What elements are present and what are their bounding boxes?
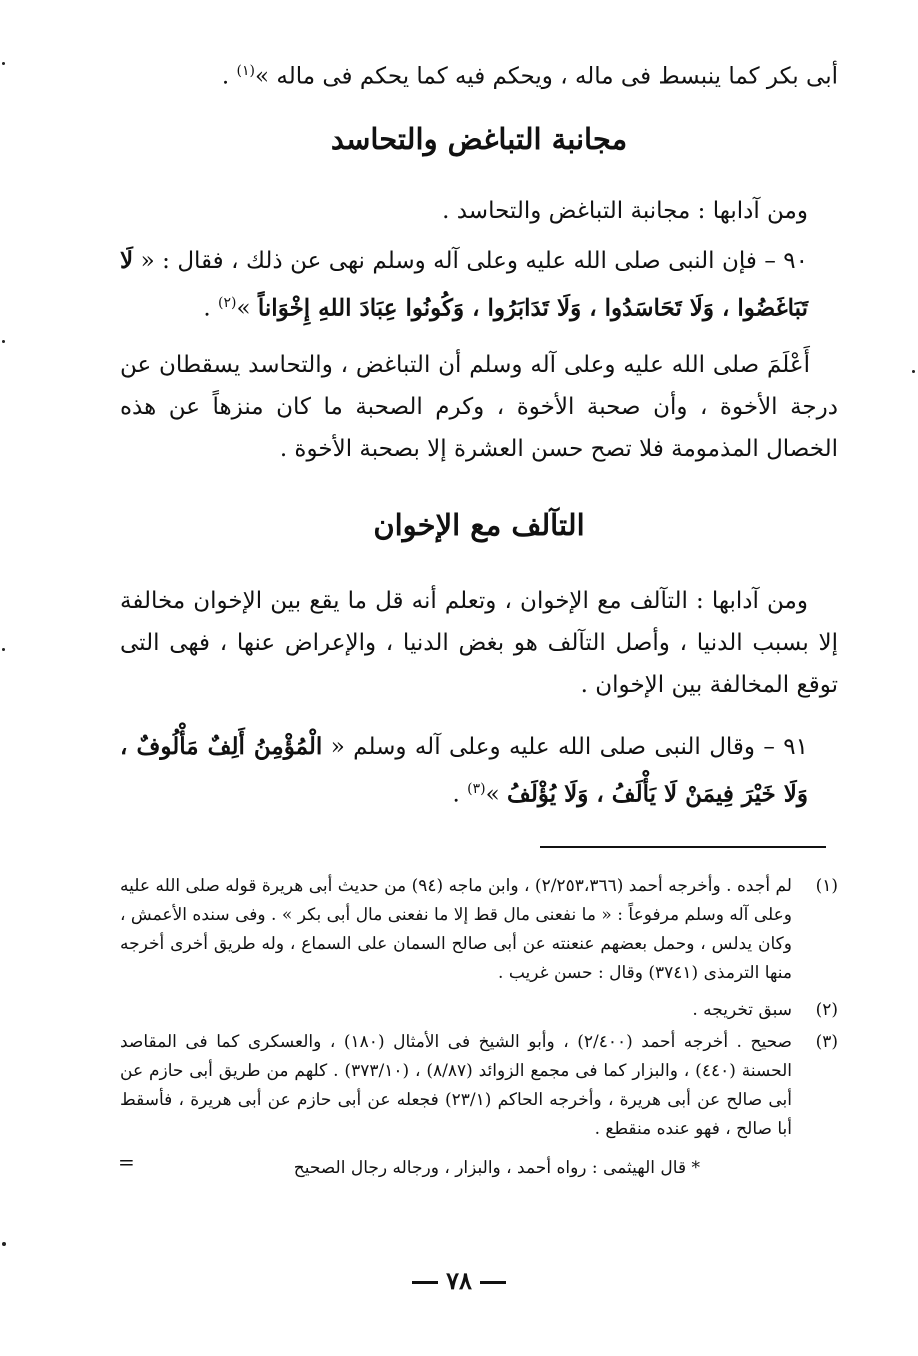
footnote-ref-3: (٣) xyxy=(467,781,486,797)
footnote-2 xyxy=(120,996,838,1025)
footnote-3 xyxy=(120,1028,838,1144)
hadith-91-text: الْمُؤْمِنُ أَلِفٌ مَأْلُوفٌ ، وَلَا خَيْرَ فِيمَنْ لَا يَأْلَفُ ، وَلَا يُؤْلَفُ xyxy=(120,733,808,808)
section1-intro: ومن آدابها : مجانبة التباغض والتحاسد . xyxy=(442,198,808,224)
continuation-text: أبى بكر كما ينبسط فى ماله ، ويحكم فيه كما يحكم فى ماله » xyxy=(255,63,838,90)
hadith-91-paragraph: ٩١ – وقال النبى صلى الله عليه وعلى آله وسلم « الْمُؤْمِنُ أَلِفٌ مَأْلُوفٌ ، وَلَا خَيْرَ فِيمَنْ لَا يَأْلَفُ ، وَلَا يُؤْلَفُ »$^{(٣)}$ . xyxy=(120,733,808,808)
continuation-line: أبى بكر كما ينبسط فى ماله ، ويحكم فيه كما يحكم فى ماله »$^{(١)}$ . xyxy=(221,63,838,90)
footnote-2-number: (٢) xyxy=(815,1000,838,1020)
hadith-91-number: ٩١ – وقال النبى صلى الله عليه وعلى آله وسلم « xyxy=(330,734,808,760)
scan-speck xyxy=(2,648,5,651)
scan-speck xyxy=(2,1242,6,1246)
footnote-1 xyxy=(120,872,838,988)
footnote-3-number: (٣) xyxy=(815,1032,838,1052)
scan-speck xyxy=(2,340,5,343)
footnote-ref-1: (١) xyxy=(236,63,255,79)
page-number-value: ٧٨ xyxy=(446,1266,472,1295)
section-heading-avoiding-hatred: مجانبة التباغض والتحاسد xyxy=(330,122,628,156)
footnote-2-text: سبق تخريجه . xyxy=(692,1000,792,1020)
section2-intro: ومن آدابها : التآلف مع الإخوان ، وتعلم أنه قل ما يقع بين الإخوان مخالفة إلا بسبب الدنيا ، وأصل التآلف هو بغض الدنيا ، والإعراض عنها ، فهى التى توقع المخالفة بين الإخوان . xyxy=(120,588,838,698)
footnote-separator xyxy=(540,846,826,848)
footnote-1-number: (١) xyxy=(815,876,838,896)
section-heading-harmony: التآلف مع الإخوان xyxy=(373,508,585,542)
footnote-3-text: صحيح . أخرجه أحمد (٢/٤٠٠) ، وأبو الشيخ فى الأمثال (١٨٠) ، والعسكرى كما فى المقاصد الحسنة (٤٤٠) ، والبزار كما فى مجمع الزوائد (٨/٨٧) ، (٣٧٣/١٠) . كلهم من طريق أبى حازم عن أبى صالح عن أبى هريرة ، وأخرجه الحاكم (٢٣/١) فجعله عن أبى حازم عن أبى هريرة ، فأسقط أبا صالح ، فهو عنده منقطع . xyxy=(120,1032,793,1139)
hadith-90-paragraph: ٩٠ – فإن النبى صلى الله عليه وعلى آله وسلم نهى عن ذلك ، فقال : « لَا تَبَاغَضُوا ، وَلَا تَحَاسَدُوا ، وَلَا تَدَابَرُوا ، وَكُونُوا عِبَادَ اللهِ إِخْوَاناً »$^{(٢)}$ . xyxy=(120,247,808,322)
section1-commentary: أَعْلَمَ صلى الله عليه وعلى آله وسلم أن التباغض ، والتحاسد يسقطان عن درجة الأخوة ، وأن صحبة الأخوة ، وكرم الصحبة ما كان منزهاً عن هذه الخصال المذمومة فلا تصح حسن العشرة إلا بصحبة الأخوة . xyxy=(120,352,838,462)
footnote-ref-2: (٢) xyxy=(218,295,237,311)
hadith-90-number: ٩٠ – فإن النبى صلى الله عليه وعلى آله وسلم نهى عن ذلك ، فقال : « xyxy=(140,248,808,274)
hadith-90-text: لَا تَبَاغَضُوا ، وَلَا تَحَاسَدُوا ، وَلَا تَدَابَرُوا ، وَكُونُوا عِبَادَ اللهِ إِخْوَاناً xyxy=(120,247,808,322)
scan-speck xyxy=(912,370,915,373)
scan-speck xyxy=(2,62,5,65)
hadith-91-close: » xyxy=(485,781,500,808)
hadith-90-close: » xyxy=(236,295,251,322)
page-number xyxy=(0,1266,918,1295)
footnote-note-haythami: * قال الهيثمى : رواه أحمد ، والبزار ، ورجاله رجال الصحيح xyxy=(293,1158,700,1178)
continuation-mark: = xyxy=(118,1150,135,1174)
footnote-1-text: لم أجده . وأخرجه أحمد (٢/٢٥٣،٣٦٦) ، وابن ماجه (٩٤) من حديث أبى هريرة قوله صلى الله عليه وعلى آله وسلم مرفوعاً : « ما نفعنى مال قط إلا ما نفعنى مال أبى بكر » . وفى سنده الأعمش ، وكان يدلس ، وحمل بعضهم عنعنته عن أبى صالح السمان على السماع ، وله طريق أخرى أخرجه منها الترمذى (٣٧٤١) وقال : حسن غريب . xyxy=(120,876,792,983)
